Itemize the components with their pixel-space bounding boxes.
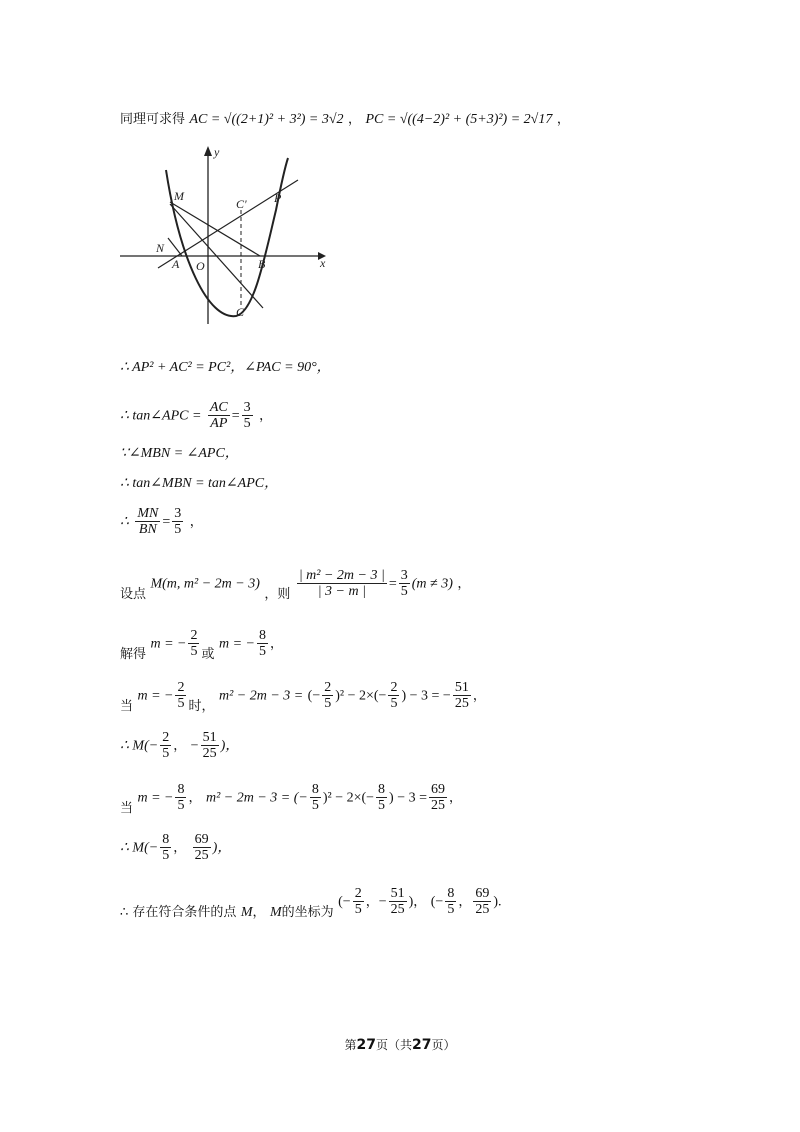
parabola-figure [118,140,338,330]
point-1-close: )， [220,738,240,754]
separator: ， [556,112,570,127]
text-when: 当 [120,800,134,816]
point-c-label: C [236,305,245,319]
total-pages: 27 [412,1037,432,1053]
punctuation: ， [269,636,283,652]
pythagoras-statement: ∴ AP² + AC² = PC²，∠PAC = 90°， [120,360,331,375]
point-n-label: N [156,241,165,255]
punctuation: ， [189,514,203,530]
text-then: ，则 [264,586,291,602]
fraction-abs: $\frac{\text{| m² − 2m − 3 |}}{| 3 - m |}$ [298,568,385,599]
line-tan-apc: ∴ tan∠APC = $\frac{AC}{AP}$ = $\frac{3}{5}$ ， [120,400,273,431]
therefore-symbol: ∴ [120,514,129,530]
fraction-3-5: $\frac{3}{5}$ [243,400,251,431]
text-set-point: 设点 [120,586,147,602]
point-m-expression: M(m, m² − 2m − 3) [150,576,260,592]
line-point-1: ∴ M(− $\frac{2}{5}$ ， − $\frac{51}{25}$ )， [120,730,240,761]
point-m-label: M [174,189,184,203]
condition: (m ≠ 3) [411,576,453,592]
pc-formula: PC = √((4−2)² + (5+3)²) = 2√17 [365,112,553,127]
current-page: 27 [356,1037,376,1053]
text-time: 时， [188,698,215,714]
point-b-label: B [258,257,266,271]
point-p-label: P [274,191,282,205]
angle-equality: ∵∠MBN = ∠APC， [120,446,239,461]
punctuation: ， [457,576,471,592]
text-solve: 解得 [120,646,147,662]
point-o-label: O [196,259,205,273]
line-set-point: 设点 M(m, m² − 2m − 3) ，则 $\frac{\text{| m² − 2m − 3 |}}{| 3 - m |}$ = $\frac{3}{5}$ (m ≠ 3) ， [120,568,471,602]
line-tan-equality [120,476,278,491]
point-2-left: ∴ M(− [120,840,159,856]
fraction-3-5: $\frac{3}{5}$ [400,568,408,599]
line-conclusion: ∴ 存在符合条件的点 M， M的坐标为 (− $\frac{2}{5}$ ，− $\frac{51}{25}$ )， (− $\frac{8}{5}$ ， $\frac{69}{25}$ ). [120,886,502,920]
x-axis-label: x [320,256,326,270]
ac-formula: AC = √((2+1)² + 3²) = 3√2 [189,112,344,127]
solution-2: $\frac{8}{5}$ [258,628,266,659]
line-ac-pc [120,112,570,127]
text-or: 或 [201,646,215,662]
punctuation: ， [449,790,463,806]
punctuation: ， [472,688,486,704]
line-pythagoras [120,360,331,375]
y-axis-label: y [214,145,220,159]
case1-expression: m² − 2m − 3 = [218,688,304,704]
y-axis-arrow [204,146,212,156]
tan-apc-left: ∴ tan∠APC = [120,408,202,424]
line-point-2: ∴ M(− $\frac{8}{5}$ ， $\frac{69}{25}$ )， [120,832,232,863]
case1-result: $\frac{51}{25}$ [454,680,469,711]
fraction-mn-bn: $\frac{MN}{BN}$ [137,506,159,537]
parabola-curve [166,158,288,316]
line-solve: 解得 m = − $\frac{2}{5}$ 或 m = − $\frac{8}{5}$ ， [120,628,283,662]
line-na [168,238,182,256]
punctuation: ， [259,408,273,424]
fraction-3-5: $\frac{3}{5}$ [174,506,182,537]
tan-equality: ∴ tan∠MBN = tan∠APC， [120,476,279,491]
line-case-1: 当 m = − $\frac{2}{5}$ 时， m² − 2m − 3 = (− $\frac{2}{5}$ )² − 2×(− $\frac{2}{5}$ ) − 3 = − $\frac{51}{25}$ ， [120,680,486,714]
fraction-ac-ap: $\frac{AC}{AP}$ [209,400,228,431]
case2-result: $\frac{69}{25}$ [431,782,445,813]
solution-1: $\frac{2}{5}$ [190,628,198,659]
point-cprime-label: C' [236,197,247,211]
point-1-left: ∴ M(− [120,738,159,754]
line-mn-bn: ∴ $\frac{MN}{BN}$ = $\frac{3}{5}$ ， [120,506,203,537]
case1-m: $\frac{2}{5}$ [177,680,185,711]
separator: ， [348,112,362,127]
line-because [120,446,239,461]
text-prefix: 同理可求得 [120,112,186,127]
line-case-2: 当 m = − $\frac{8}{5}$ ， m² − 2m − 3 = (− $\frac{8}{5}$ )² − 2×(− $\frac{8}{5}$ ) − 3 = $\frac{69}{25}$ ， [120,782,463,816]
text-conclusion: ∴ 存在符合条件的点 [120,904,237,920]
text-when: 当 [120,698,134,714]
page-footer: 第27页（共27页） [344,1037,456,1053]
point-2-close: )， [212,840,232,856]
point-a-label: A [172,257,180,271]
